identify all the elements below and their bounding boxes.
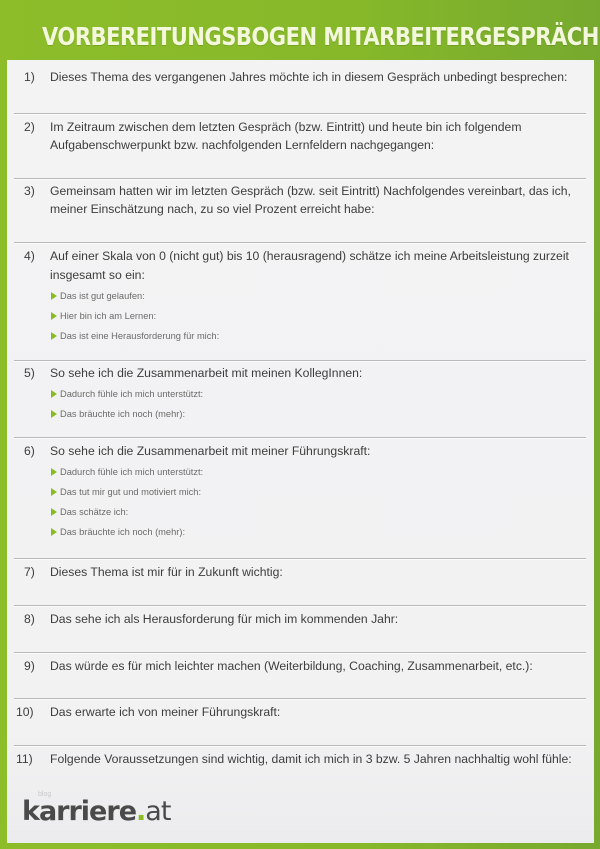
- triangle-bullet-icon: [51, 292, 57, 300]
- answer-line[interactable]: [14, 113, 586, 114]
- sub-item: Das schätze ich:: [51, 504, 586, 524]
- question-text: Folgende Voraussetzungen sind wichtig, damit ich mich in 3 bzw. 5 Jahren nachhaltig wohl fühle:: [50, 752, 572, 766]
- answer-line[interactable]: [14, 178, 586, 179]
- karriere-logo: [22, 796, 170, 827]
- question-text: Das erwarte ich von meiner Führungskraft:: [50, 705, 281, 719]
- answer-line[interactable]: [14, 652, 586, 653]
- question-number: 7): [24, 565, 35, 579]
- sub-item: Das bräuchte ich noch (mehr):: [51, 406, 586, 426]
- question-number: 9): [24, 659, 35, 673]
- question-6: [14, 443, 586, 544]
- question-number: 6): [24, 444, 35, 458]
- answer-line[interactable]: [14, 745, 586, 746]
- question-text: Im Zeitraum zwischen dem letzten Gespräch (bzw. Eintritt) und heute bin ich folgendem Aufgabenschwerpunkt bzw. nachfolgenden Lernfeldern nachgegangen:: [50, 120, 522, 152]
- question-text: Dieses Thema ist mir für in Zukunft wichtig:: [50, 565, 283, 579]
- question-2: [14, 119, 586, 154]
- triangle-bullet-icon: [51, 410, 57, 418]
- question-number: 4): [24, 249, 35, 263]
- question-number: 11): [16, 752, 33, 766]
- triangle-bullet-icon: [51, 332, 57, 340]
- question-11: [14, 751, 586, 769]
- answer-line[interactable]: [14, 437, 586, 438]
- question-9: [14, 658, 586, 676]
- sub-item: Hier bin ich am Lernen:: [51, 308, 586, 328]
- triangle-bullet-icon: [51, 528, 57, 536]
- logo-main: karriere: [22, 796, 137, 827]
- question-text: Auf einer Skala von 0 (nicht gut) bis 10 (herausragend) schätze ich meine Arbeitsleistung zurzeit insgesamt so ein:: [50, 249, 569, 282]
- form-panel: [7, 60, 594, 843]
- question-number: 3): [24, 184, 35, 198]
- answer-line[interactable]: [14, 242, 586, 243]
- answer-line[interactable]: [14, 605, 586, 606]
- answer-line[interactable]: [14, 360, 586, 361]
- question-text: So sehe ich die Zusammenarbeit mit meinen KollegInnen:: [50, 366, 363, 380]
- question-5: [14, 365, 586, 426]
- question-3: [14, 183, 586, 218]
- sub-item: Das ist gut gelaufen:: [51, 288, 586, 308]
- question-number: 5): [24, 366, 35, 380]
- answer-line[interactable]: [14, 698, 586, 699]
- question-text: So sehe ich die Zusammenarbeit mit meiner Führungskraft:: [50, 444, 371, 458]
- logo-dot: .: [136, 796, 146, 827]
- question-text: Dieses Thema des vergangenen Jahres möchte ich in diesem Gespräch unbedingt besprechen:: [50, 70, 568, 84]
- question-number: 10): [16, 705, 34, 719]
- sub-item: Das tut mir gut und motiviert mich:: [51, 484, 586, 504]
- question-7: [14, 564, 586, 582]
- triangle-bullet-icon: [51, 508, 57, 516]
- triangle-bullet-icon: [51, 312, 57, 320]
- question-text: Gemeinsam hatten wir im letzten Gespräch (bzw. seit Eintritt) Nachfolgendes vereinbart, das ich, meiner Einschätzung nach, zu so viel Prozent erreicht habe:: [50, 184, 571, 216]
- triangle-bullet-icon: [51, 468, 57, 476]
- question-text: Das sehe ich als Herausforderung für mich im kommenden Jahr:: [50, 612, 399, 626]
- logo-blog-label: blog: [38, 791, 52, 798]
- question-8: [14, 611, 586, 629]
- sub-item: Das ist eine Herausforderung für mich:: [51, 328, 586, 348]
- sub-item: Das bräuchte ich noch (mehr):: [51, 524, 586, 544]
- sub-item: Dadurch fühle ich mich unterstützt:: [51, 464, 586, 484]
- question-number: 1): [24, 70, 35, 84]
- answer-line[interactable]: [14, 558, 586, 559]
- question-number: 8): [24, 612, 35, 626]
- triangle-bullet-icon: [51, 390, 57, 398]
- page-title: VORBEREITUNGSBOGEN MITARBEITERGESPRÄCH: [42, 22, 599, 51]
- question-1: [14, 69, 586, 87]
- question-10: [14, 704, 586, 722]
- sub-item: Dadurch fühle ich mich unterstützt:: [51, 386, 586, 406]
- logo-tld: at: [145, 796, 171, 827]
- triangle-bullet-icon: [51, 488, 57, 496]
- question-number: 2): [24, 120, 35, 134]
- question-text: Das würde es für mich leichter machen (Weiterbildung, Coaching, Zusammenarbeit, etc.):: [50, 659, 533, 673]
- question-4: [14, 247, 586, 348]
